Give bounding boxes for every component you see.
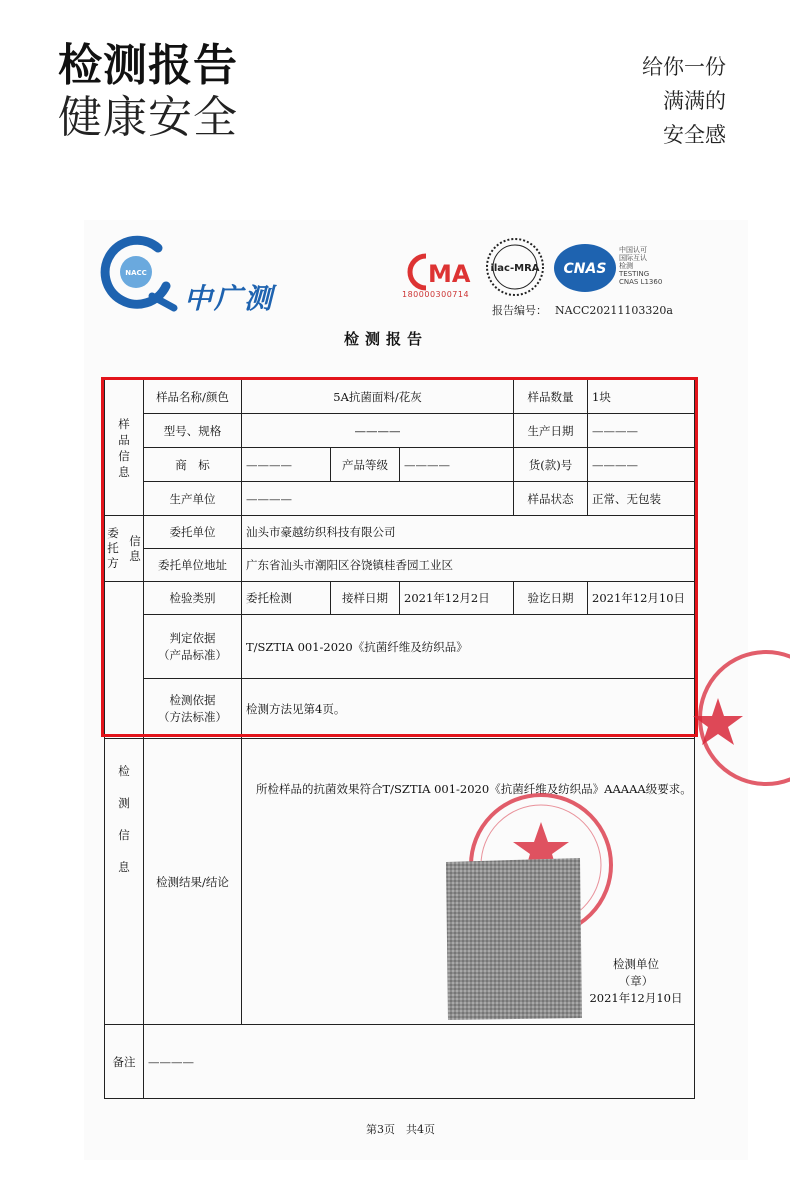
tagline-line3: 安全感 xyxy=(663,123,726,147)
table-row xyxy=(105,582,695,615)
remarks-label: 备注 xyxy=(105,1025,144,1099)
test-unit-block xyxy=(588,956,684,1007)
test-unit-label: 检测单位 xyxy=(613,957,659,971)
prod-date-label: 生产日期 xyxy=(514,414,588,448)
report-number xyxy=(492,302,673,318)
grade-value: ———— xyxy=(400,448,514,482)
tagline-line2: 满满的 xyxy=(663,89,726,113)
headline-line1: 检测报告 xyxy=(58,40,238,91)
table-row xyxy=(105,549,695,582)
maker-value: ———— xyxy=(242,482,514,516)
cnas-side-5: CNAS L1360 xyxy=(619,278,663,286)
cma-text: MA xyxy=(428,260,471,288)
cnas-logo-icon xyxy=(552,242,618,294)
seal-label: （章） xyxy=(618,974,654,988)
table-row xyxy=(105,414,695,448)
cnas-side-2: 国际互认 xyxy=(619,254,647,262)
cnas-side-3: 检测 xyxy=(619,262,633,270)
brand-value: ———— xyxy=(242,448,331,482)
cma-number: 180000300714 xyxy=(402,290,470,299)
result-label: 检测结果/结论 xyxy=(144,739,242,1025)
sample-qty-label: 样品数量 xyxy=(514,380,588,414)
prod-date-value: ———— xyxy=(588,414,695,448)
sample-name-label: 样品名称/颜色 xyxy=(144,380,242,414)
ilac-logo-icon xyxy=(484,236,546,298)
nacc-logo-icon xyxy=(96,234,186,314)
method-label: 检测依据 （方法标准） xyxy=(144,679,242,739)
table-row xyxy=(105,448,695,482)
table-row xyxy=(105,380,695,414)
client-unit-label: 委托单位 xyxy=(144,516,242,549)
client-address-label: 委托单位地址 xyxy=(144,549,242,582)
state-label: 样品状态 xyxy=(514,482,588,516)
done-date-value: 2021年12月10日 xyxy=(588,582,695,615)
result-group-label: 检测信息 xyxy=(105,739,144,1025)
grade-label: 产品等级 xyxy=(331,448,400,482)
sample-group-label: 样品信息 xyxy=(105,380,144,516)
sample-name-value: 5A抗菌面料/花灰 xyxy=(242,380,514,414)
brand-name: 中广测 xyxy=(184,282,275,315)
client-unit-value: 汕头市豪越纺织科技有限公司 xyxy=(242,516,695,549)
inspection-type-label: 检验类别 xyxy=(144,582,242,615)
inspection-group-cell xyxy=(105,582,144,739)
side-seal-icon xyxy=(686,642,790,802)
ilac-text: ilac-MRA xyxy=(490,263,540,274)
table-row xyxy=(105,516,695,549)
client-address-value: 广东省汕头市潮阳区谷饶镇桂香园工业区 xyxy=(242,549,695,582)
maker-label: 生产单位 xyxy=(144,482,242,516)
recv-date-label: 接样日期 xyxy=(331,582,400,615)
headline-line2: 健康安全 xyxy=(58,92,238,143)
tagline xyxy=(642,50,726,152)
result-text: 所检样品的抗菌效果符合T/SZTIA 001-2020《抗菌纤维及纺织品》AAAAA级要求。 xyxy=(256,782,692,796)
fabric-swatch-image xyxy=(444,858,584,1020)
report-number-value: NACC20211103320a xyxy=(555,304,673,317)
tagline-line1: 给你一份 xyxy=(642,55,726,79)
table-row xyxy=(105,482,695,516)
page-number: 第3页 共4页 xyxy=(366,1123,435,1136)
brand-label: 商 标 xyxy=(144,448,242,482)
cnas-side-text xyxy=(619,246,662,286)
remarks-value: ———— xyxy=(144,1025,695,1099)
doc-title: 检测报告 xyxy=(344,330,429,348)
nacc-badge-text: NACC xyxy=(125,269,147,277)
model-value: ———— xyxy=(242,414,514,448)
done-date-label: 验讫日期 xyxy=(514,582,588,615)
client-group-label-a: 委托方 xyxy=(107,526,119,570)
state-value: 正常、无包装 xyxy=(588,482,695,516)
report-number-label: 报告编号： xyxy=(492,304,547,317)
table-row xyxy=(105,679,695,739)
client-group-label-b: 信息 xyxy=(129,533,141,563)
table-row xyxy=(105,1025,695,1099)
item-no-label: 货(款)号 xyxy=(514,448,588,482)
headline xyxy=(58,40,238,144)
cnas-side-1: 中国认可 xyxy=(619,246,647,254)
client-group-label xyxy=(105,516,144,582)
model-label: 型号、规格 xyxy=(144,414,242,448)
sample-qty-value: 1块 xyxy=(588,380,695,414)
result-date: 2021年12月10日 xyxy=(589,991,683,1005)
inspection-type-value: 委托检测 xyxy=(242,582,331,615)
cnas-text: CNAS xyxy=(563,261,607,277)
item-no-value: ———— xyxy=(588,448,695,482)
basis-value: T/SZTIA 001-2020《抗菌纤维及纺织品》 xyxy=(242,615,695,679)
basis-label: 判定依据 （产品标准） xyxy=(144,615,242,679)
cnas-side-4: TESTING xyxy=(619,270,650,278)
method-value: 检测方法见第4页。 xyxy=(242,679,695,739)
table-row xyxy=(105,615,695,679)
recv-date-value: 2021年12月2日 xyxy=(400,582,514,615)
